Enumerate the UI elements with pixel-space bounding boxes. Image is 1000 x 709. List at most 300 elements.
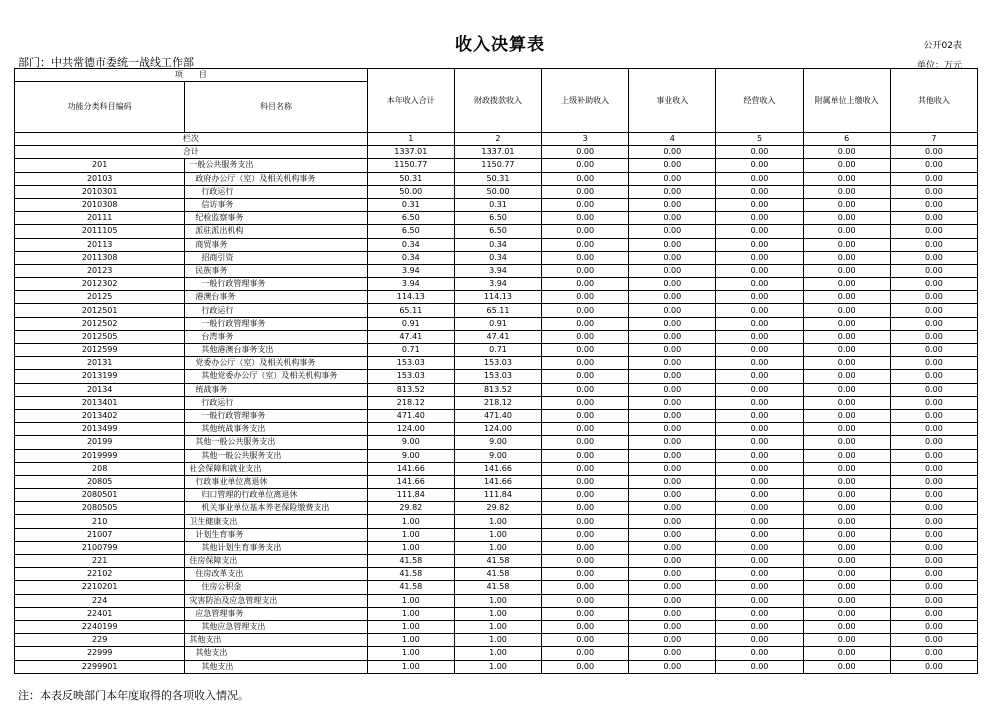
table-row [15, 344, 978, 357]
amount-cell: 0.00 [629, 317, 716, 330]
amount-cell: 0.91 [454, 317, 541, 330]
amount-cell: 0.00 [629, 515, 716, 528]
amount-cell: 0.00 [803, 159, 890, 172]
amount-cell: 0.00 [629, 238, 716, 251]
amount-cell: 0.00 [890, 396, 977, 409]
amount-cell: 0.00 [716, 634, 803, 647]
amount-cell: 141.66 [367, 462, 454, 475]
amount-cell: 0.00 [803, 607, 890, 620]
subject-code: 20134 [15, 383, 185, 396]
amount-cell: 0.00 [803, 172, 890, 185]
amount-cell: 0.91 [367, 317, 454, 330]
amount-cell: 114.13 [367, 291, 454, 304]
subject-name: 计划生育事务 [185, 528, 367, 541]
amount-cell: 0.00 [629, 423, 716, 436]
amount-cell: 0.00 [803, 647, 890, 660]
amount-cell: 0.00 [890, 489, 977, 502]
amount-cell: 141.66 [454, 475, 541, 488]
amount-cell: 218.12 [367, 396, 454, 409]
subject-code: 2011105 [15, 225, 185, 238]
amount-cell: 0.00 [542, 489, 629, 502]
amount-cell: 1.00 [367, 515, 454, 528]
amount-cell: 0.00 [803, 225, 890, 238]
table-body [15, 159, 978, 673]
amount-cell: 29.82 [367, 502, 454, 515]
amount-cell: 1.00 [367, 634, 454, 647]
amount-cell: 0.00 [629, 304, 716, 317]
amount-cell: 0.00 [890, 581, 977, 594]
subject-code: 2013401 [15, 396, 185, 409]
income-table [14, 68, 978, 674]
amount-cell: 3.94 [367, 264, 454, 277]
amount-cell: 0.00 [542, 212, 629, 225]
amount-cell: 0.00 [542, 462, 629, 475]
amount-cell: 1.00 [367, 660, 454, 673]
amount-cell: 1.00 [454, 647, 541, 660]
table-row [15, 620, 978, 633]
amount-cell: 0.00 [542, 436, 629, 449]
total-value: 0.00 [716, 146, 803, 159]
table-row [15, 568, 978, 581]
amount-cell: 0.00 [629, 225, 716, 238]
amount-cell: 813.52 [454, 383, 541, 396]
subject-code: 2013402 [15, 409, 185, 422]
amount-cell: 0.00 [803, 409, 890, 422]
amount-cell: 0.00 [716, 317, 803, 330]
amount-cell: 0.00 [716, 515, 803, 528]
amount-cell: 0.00 [803, 475, 890, 488]
table-row [15, 291, 978, 304]
amount-cell: 0.34 [454, 251, 541, 264]
amount-cell: 0.00 [629, 278, 716, 291]
amount-cell: 9.00 [454, 449, 541, 462]
subject-code: 2012505 [15, 330, 185, 343]
subject-code: 2012502 [15, 317, 185, 330]
subject-name: 派驻派出机构 [185, 225, 367, 238]
subject-name: 住房公积金 [185, 581, 367, 594]
amount-cell: 0.00 [890, 475, 977, 488]
amount-cell: 111.84 [454, 489, 541, 502]
amount-cell: 0.00 [890, 647, 977, 660]
amount-cell: 0.00 [803, 370, 890, 383]
amount-cell: 0.00 [716, 620, 803, 633]
col-number: 6 [803, 133, 890, 146]
amount-cell: 1.00 [454, 607, 541, 620]
amount-cell: 1.00 [454, 515, 541, 528]
col-header: 本年收入合计 [367, 69, 454, 133]
amount-cell: 0.00 [542, 581, 629, 594]
amount-cell: 0.00 [542, 555, 629, 568]
subject-name: 行政运行 [185, 304, 367, 317]
amount-cell: 0.00 [542, 159, 629, 172]
table-row [15, 607, 978, 620]
amount-cell: 0.00 [890, 660, 977, 673]
amount-cell: 0.00 [542, 541, 629, 554]
amount-cell: 0.00 [716, 528, 803, 541]
table-row [15, 528, 978, 541]
amount-cell: 0.00 [629, 291, 716, 304]
table-row [15, 185, 978, 198]
amount-cell: 0.00 [716, 489, 803, 502]
amount-cell: 0.00 [890, 634, 977, 647]
table-row [15, 489, 978, 502]
amount-cell: 0.00 [542, 357, 629, 370]
amount-cell: 0.00 [716, 647, 803, 660]
amount-cell: 1.00 [367, 607, 454, 620]
amount-cell: 50.31 [454, 172, 541, 185]
amount-cell: 0.00 [542, 238, 629, 251]
amount-cell: 0.00 [629, 607, 716, 620]
col-header: 财政拨款收入 [454, 69, 541, 133]
table-row [15, 251, 978, 264]
amount-cell: 0.00 [542, 607, 629, 620]
amount-cell: 0.00 [629, 647, 716, 660]
amount-cell: 0.00 [890, 357, 977, 370]
amount-cell: 153.03 [454, 370, 541, 383]
amount-cell: 0.00 [890, 344, 977, 357]
subject-code: 2011308 [15, 251, 185, 264]
amount-cell: 1.00 [454, 620, 541, 633]
amount-cell: 0.00 [803, 489, 890, 502]
amount-cell: 0.00 [629, 357, 716, 370]
amount-cell: 0.00 [542, 515, 629, 528]
unit-label: 单位：万元 [916, 61, 962, 71]
subject-name: 其他支出 [185, 660, 367, 673]
amount-cell: 0.00 [803, 317, 890, 330]
table-row [15, 634, 978, 647]
amount-cell: 0.00 [803, 264, 890, 277]
amount-cell: 0.00 [890, 502, 977, 515]
amount-cell: 0.00 [629, 330, 716, 343]
table-row [15, 502, 978, 515]
amount-cell: 0.00 [803, 330, 890, 343]
table-row [15, 264, 978, 277]
subject-name: 社会保障和就业支出 [185, 462, 367, 475]
amount-cell: 0.00 [716, 212, 803, 225]
amount-cell: 50.00 [454, 185, 541, 198]
amount-cell: 0.00 [716, 251, 803, 264]
subject-name: 其他应急管理支出 [185, 620, 367, 633]
amount-cell: 47.41 [367, 330, 454, 343]
subject-name: 卫生健康支出 [185, 515, 367, 528]
amount-cell: 0.00 [890, 330, 977, 343]
table-row [15, 647, 978, 660]
amount-cell: 0.00 [629, 409, 716, 422]
amount-cell: 0.00 [629, 172, 716, 185]
amount-cell: 0.00 [890, 423, 977, 436]
subject-name-header: 科目名称 [185, 82, 367, 133]
amount-cell: 0.00 [629, 541, 716, 554]
amount-cell: 0.00 [629, 555, 716, 568]
amount-cell: 0.00 [716, 264, 803, 277]
col-header: 上级补助收入 [542, 69, 629, 133]
table-row [15, 449, 978, 462]
subject-code: 2012599 [15, 344, 185, 357]
amount-cell: 0.00 [629, 449, 716, 462]
subject-name: 机关事业单位基本养老保险缴费支出 [185, 502, 367, 515]
amount-cell: 0.34 [454, 238, 541, 251]
amount-cell: 0.00 [629, 396, 716, 409]
total-label: 合计 [15, 146, 368, 159]
table-row [15, 238, 978, 251]
amount-cell: 0.00 [542, 291, 629, 304]
amount-cell: 41.58 [454, 568, 541, 581]
subject-code: 2012501 [15, 304, 185, 317]
amount-cell: 0.00 [629, 594, 716, 607]
amount-cell: 0.00 [716, 607, 803, 620]
amount-cell: 0.00 [629, 185, 716, 198]
table-row [15, 225, 978, 238]
amount-cell: 0.00 [890, 607, 977, 620]
subject-code: 22102 [15, 568, 185, 581]
table-row [15, 172, 978, 185]
amount-cell: 0.00 [629, 581, 716, 594]
amount-cell: 0.00 [716, 383, 803, 396]
subject-code: 20131 [15, 357, 185, 370]
subject-name: 党委办公厅（室）及相关机构事务 [185, 357, 367, 370]
amount-cell: 0.00 [803, 594, 890, 607]
subject-name: 一般行政管理事务 [185, 317, 367, 330]
amount-cell: 6.50 [454, 212, 541, 225]
subject-code: 20111 [15, 212, 185, 225]
amount-cell: 0.00 [542, 278, 629, 291]
subject-name: 行政事业单位离退休 [185, 475, 367, 488]
amount-cell: 0.00 [890, 251, 977, 264]
amount-cell: 0.00 [803, 462, 890, 475]
amount-cell: 0.00 [629, 660, 716, 673]
amount-cell: 0.00 [542, 264, 629, 277]
amount-cell: 0.00 [803, 291, 890, 304]
amount-cell: 0.00 [890, 541, 977, 554]
amount-cell: 0.00 [542, 383, 629, 396]
subject-name: 民族事务 [185, 264, 367, 277]
amount-cell: 9.00 [454, 436, 541, 449]
amount-cell: 41.58 [367, 555, 454, 568]
amount-cell: 3.94 [367, 278, 454, 291]
amount-cell: 0.00 [629, 370, 716, 383]
amount-cell: 0.00 [890, 383, 977, 396]
amount-cell: 3.94 [454, 278, 541, 291]
amount-cell: 0.00 [803, 344, 890, 357]
subject-code: 2013199 [15, 370, 185, 383]
subject-name: 归口管理的行政单位离退休 [185, 489, 367, 502]
amount-cell: 0.00 [803, 568, 890, 581]
amount-cell: 0.00 [803, 555, 890, 568]
amount-cell: 0.00 [716, 449, 803, 462]
amount-cell: 0.00 [890, 317, 977, 330]
amount-cell: 0.00 [890, 159, 977, 172]
subject-name: 其他一般公共服务支出 [185, 436, 367, 449]
amount-cell: 471.40 [454, 409, 541, 422]
amount-cell: 0.00 [716, 357, 803, 370]
subject-code: 20199 [15, 436, 185, 449]
subject-code: 201 [15, 159, 185, 172]
amount-cell: 41.58 [454, 555, 541, 568]
subject-name: 其他计划生育事务支出 [185, 541, 367, 554]
subject-code: 20125 [15, 291, 185, 304]
table-row [15, 462, 978, 475]
subject-code: 2013499 [15, 423, 185, 436]
amount-cell: 0.00 [716, 423, 803, 436]
department-label: 部门：中共常德市委统一战线工作部 [18, 56, 194, 69]
subject-code: 2210201 [15, 581, 185, 594]
table-row [15, 660, 978, 673]
table-row [15, 436, 978, 449]
amount-cell: 141.66 [367, 475, 454, 488]
amount-cell: 0.00 [542, 304, 629, 317]
amount-cell: 0.00 [716, 541, 803, 554]
table-row [15, 212, 978, 225]
amount-cell: 0.00 [890, 555, 977, 568]
amount-cell: 0.00 [890, 225, 977, 238]
amount-cell: 0.00 [629, 620, 716, 633]
amount-cell: 141.66 [454, 462, 541, 475]
subject-code: 2299901 [15, 660, 185, 673]
table-row [15, 581, 978, 594]
col-number: 1 [367, 133, 454, 146]
amount-cell: 0.00 [542, 620, 629, 633]
table-row [15, 383, 978, 396]
amount-cell: 1.00 [367, 594, 454, 607]
subject-name: 其他支出 [185, 647, 367, 660]
amount-cell: 0.00 [803, 238, 890, 251]
table-row [15, 198, 978, 211]
amount-cell: 0.00 [803, 620, 890, 633]
amount-cell: 0.00 [716, 502, 803, 515]
subject-name: 住房改革支出 [185, 568, 367, 581]
amount-cell: 0.00 [890, 568, 977, 581]
amount-cell: 0.00 [803, 396, 890, 409]
subject-name: 一般行政管理事务 [185, 409, 367, 422]
amount-cell: 124.00 [454, 423, 541, 436]
amount-cell: 1.00 [454, 660, 541, 673]
subject-code: 224 [15, 594, 185, 607]
subject-name: 信访事务 [185, 198, 367, 211]
amount-cell: 0.00 [803, 528, 890, 541]
amount-cell: 0.71 [454, 344, 541, 357]
amount-cell: 0.00 [542, 502, 629, 515]
subject-code: 229 [15, 634, 185, 647]
amount-cell: 0.00 [890, 291, 977, 304]
amount-cell: 0.00 [890, 278, 977, 291]
amount-cell: 0.00 [542, 475, 629, 488]
subject-code: 20123 [15, 264, 185, 277]
amount-cell: 1.00 [454, 634, 541, 647]
amount-cell: 0.00 [890, 462, 977, 475]
table-row [15, 396, 978, 409]
amount-cell: 813.52 [367, 383, 454, 396]
subject-code: 2010301 [15, 185, 185, 198]
amount-cell: 0.00 [629, 489, 716, 502]
col-number: 3 [542, 133, 629, 146]
amount-cell: 153.03 [454, 357, 541, 370]
col-number: 4 [629, 133, 716, 146]
subject-code: 20805 [15, 475, 185, 488]
table-row [15, 409, 978, 422]
amount-cell: 0.00 [890, 436, 977, 449]
amount-cell: 0.00 [803, 660, 890, 673]
amount-cell: 0.00 [629, 251, 716, 264]
amount-cell: 0.00 [803, 541, 890, 554]
amount-cell: 41.58 [367, 581, 454, 594]
amount-cell: 153.03 [367, 357, 454, 370]
col-header: 事业收入 [629, 69, 716, 133]
project-header: 项 目 [15, 69, 368, 82]
col-number: 5 [716, 133, 803, 146]
subject-code: 2019999 [15, 449, 185, 462]
amount-cell: 0.00 [716, 185, 803, 198]
amount-cell: 0.00 [803, 278, 890, 291]
amount-cell: 0.00 [542, 330, 629, 343]
amount-cell: 111.84 [367, 489, 454, 502]
amount-cell: 6.50 [454, 225, 541, 238]
subject-code: 22999 [15, 647, 185, 660]
amount-cell: 0.00 [803, 212, 890, 225]
amount-cell: 0.00 [716, 291, 803, 304]
table-row [15, 475, 978, 488]
amount-cell: 0.00 [542, 449, 629, 462]
amount-cell: 0.00 [716, 238, 803, 251]
amount-cell: 0.00 [803, 515, 890, 528]
total-value: 1337.01 [454, 146, 541, 159]
table-row [15, 159, 978, 172]
subject-code: 2012302 [15, 278, 185, 291]
subject-name: 一般公共服务支出 [185, 159, 367, 172]
subject-name: 商贸事务 [185, 238, 367, 251]
amount-cell: 1150.77 [454, 159, 541, 172]
subject-code: 210 [15, 515, 185, 528]
amount-cell: 0.34 [367, 238, 454, 251]
amount-cell: 0.00 [890, 370, 977, 383]
amount-cell: 0.00 [803, 581, 890, 594]
amount-cell: 0.00 [716, 159, 803, 172]
table-row [15, 515, 978, 528]
total-value: 0.00 [542, 146, 629, 159]
amount-cell: 41.58 [454, 581, 541, 594]
amount-cell: 0.00 [716, 436, 803, 449]
amount-cell: 0.00 [542, 198, 629, 211]
subject-name: 台湾事务 [185, 330, 367, 343]
amount-cell: 0.00 [629, 462, 716, 475]
amount-cell: 0.00 [890, 238, 977, 251]
amount-cell: 0.00 [542, 172, 629, 185]
subject-code: 2010308 [15, 198, 185, 211]
amount-cell: 0.71 [367, 344, 454, 357]
amount-cell: 50.31 [367, 172, 454, 185]
amount-cell: 471.40 [367, 409, 454, 422]
amount-cell: 0.00 [629, 344, 716, 357]
amount-cell: 0.00 [803, 251, 890, 264]
amount-cell: 0.00 [542, 568, 629, 581]
amount-cell: 0.00 [629, 568, 716, 581]
amount-cell: 0.00 [716, 172, 803, 185]
amount-cell: 1.00 [367, 647, 454, 660]
amount-cell: 1.00 [454, 528, 541, 541]
amount-cell: 3.94 [454, 264, 541, 277]
amount-cell: 0.00 [542, 594, 629, 607]
amount-cell: 0.00 [716, 278, 803, 291]
subject-code: 20113 [15, 238, 185, 251]
table-row [15, 555, 978, 568]
amount-cell: 9.00 [367, 436, 454, 449]
subject-code: 208 [15, 462, 185, 475]
amount-cell: 0.00 [890, 185, 977, 198]
amount-cell: 0.00 [542, 396, 629, 409]
footnote: 注：本表反映部门本年度取得的各项收入情况。 [18, 689, 249, 702]
amount-cell: 0.00 [629, 264, 716, 277]
subject-name: 港澳台事务 [185, 291, 367, 304]
amount-cell: 0.00 [716, 475, 803, 488]
